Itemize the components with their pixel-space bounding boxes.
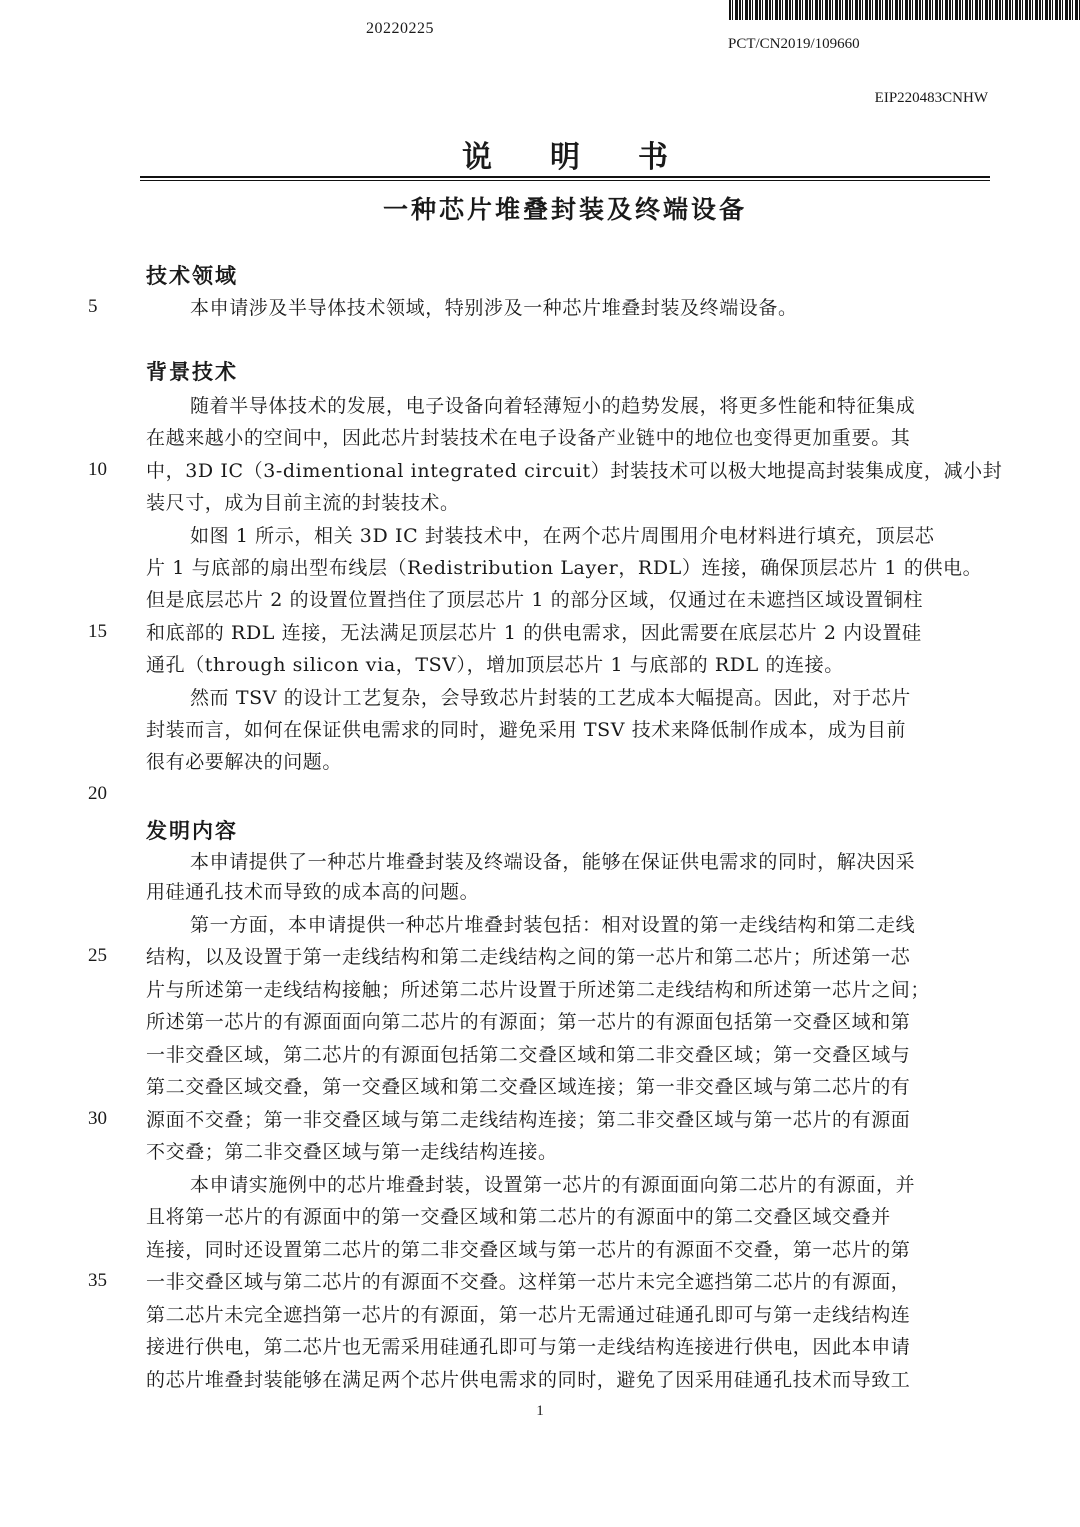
- section-heading-tech-field: 技术领域: [146, 263, 238, 288]
- paragraph-line: 不交叠；第二非交叠区域与第一走线结构连接。: [146, 1141, 558, 1163]
- paragraph-line: 随着半导体技术的发展，电子设备向着轻薄短小的趋势发展，将更多性能和特征集成: [190, 395, 916, 417]
- paragraph-line: 所述第一芯片的有源面面向第二芯片的有源面；第一芯片的有源面包括第一交叠区域和第: [146, 1011, 911, 1033]
- paragraph-line: 第二芯片未完全遮挡第一芯片的有源面，第一芯片无需通过硅通孔即可与第一走线结构连: [146, 1304, 911, 1326]
- paragraph-line: 源面不交叠；第一非交叠区域与第二走线结构连接；第二非交叠区域与第一芯片的有源面: [146, 1109, 911, 1131]
- paragraph-line: 的芯片堆叠封装能够在满足两个芯片供电需求的同时，避免了因采用硅通孔技术而导致工: [146, 1369, 911, 1391]
- paragraph-line: 和底部的 RDL 连接，无法满足顶层芯片 1 的供电需求，因此需要在底层芯片 2 内设置硅: [146, 622, 922, 644]
- invention-title: 一种芯片堆叠封装及终端设备: [382, 195, 747, 224]
- paragraph-line: 通孔（through silicon via，TSV），增加顶层芯片 1 与底部的 RDL 的连接。: [146, 654, 844, 676]
- line-number: 20: [88, 783, 107, 804]
- line-number: 15: [88, 621, 107, 642]
- pct-number: PCT/CN2019/109660: [728, 36, 860, 52]
- section-heading-background: 背景技术: [146, 359, 238, 384]
- paragraph-line: 本申请涉及半导体技术领域，特别涉及一种芯片堆叠封装及终端设备。: [190, 297, 798, 319]
- paragraph-line: 本申请提供了一种芯片堆叠封装及终端设备，能够在保证供电需求的同时，解决因采: [190, 851, 916, 873]
- paragraph-line: 且将第一芯片的有源面中的第一交叠区域和第二芯片的有源面中的第二交叠区域交叠并: [146, 1206, 891, 1228]
- title-rule: [140, 176, 990, 178]
- paragraph-line: 接进行供电，第二芯片也无需采用硅通孔即可与第一走线结构连接进行供电，因此本申请: [146, 1336, 911, 1358]
- document-title: 说明书: [462, 140, 726, 175]
- line-number: 5: [88, 296, 98, 317]
- paragraph-line: 在越来越小的空间中，因此芯片封装技术在电子设备产业链中的地位也变得更加重要。其: [146, 427, 911, 449]
- line-number: 30: [88, 1108, 107, 1129]
- paragraph-line: 然而 TSV 的设计工艺复杂，会导致芯片封装的工艺成本大幅提高。因此，对于芯片: [190, 687, 911, 709]
- paragraph-line: 用硅通孔技术而导致的成本高的问题。: [146, 881, 480, 903]
- page-number: 1: [536, 1403, 544, 1419]
- paragraph-line: 但是底层芯片 2 的设置位置挡住了顶层芯片 1 的部分区域，仅通过在未遮挡区域设置铜柱: [146, 589, 924, 611]
- paragraph-line: 如图 1 所示，相关 3D IC 封装技术中，在两个芯片周围用介电材料进行填充，顶层芯: [190, 525, 935, 547]
- section-heading-summary: 发明内容: [146, 818, 238, 843]
- paragraph-line: 中，3D IC（3-dimentional integrated circuit）封装技术可以极大地提高封装集成度，减小封: [146, 460, 1003, 482]
- line-number: 25: [88, 945, 107, 966]
- paragraph-line: 一非交叠区域，第二芯片的有源面包括第二交叠区域和第二非交叠区域；第一交叠区域与: [146, 1044, 911, 1066]
- title-rule-thin: [140, 180, 990, 181]
- paragraph-line: 本申请实施例中的芯片堆叠封装，设置第一芯片的有源面面向第二芯片的有源面，并: [190, 1174, 916, 1196]
- paragraph-line: 一非交叠区域与第二芯片的有源面不交叠。这样第一芯片未完全遮挡第二芯片的有源面，: [146, 1271, 911, 1293]
- paragraph-line: 结构，以及设置于第一走线结构和第二走线结构之间的第一芯片和第二芯片；所述第一芯: [146, 946, 911, 968]
- paragraph-line: 装尺寸，成为目前主流的封装技术。: [146, 492, 460, 514]
- barcode: [729, 0, 1080, 20]
- paragraph-line: 封装而言，如何在保证供电需求的同时，避免采用 TSV 技术来降低制作成本，成为目前: [146, 719, 907, 741]
- line-number: 10: [88, 459, 107, 480]
- reference-code: EIP220483CNHW: [874, 90, 988, 106]
- paragraph-line: 很有必要解决的问题。: [146, 751, 343, 773]
- line-number: 35: [88, 1270, 107, 1291]
- paragraph-line: 连接，同时还设置第二芯片的第二非交叠区域与第一芯片的有源面不交叠，第一芯片的第: [146, 1239, 911, 1261]
- paragraph-line: 片 1 与底部的扇出型布线层（Redistribution Layer，RDL）连接，确保顶层芯片 1 的供电。: [146, 557, 983, 579]
- paragraph-line: 片与所述第一走线结构接触；所述第二芯片设置于所述第二走线结构和所述第一芯片之间；: [146, 979, 931, 1001]
- paragraph-line: 第一方面，本申请提供一种芯片堆叠封装包括：相对设置的第一走线结构和第二走线: [190, 914, 916, 936]
- filing-date: 20220225: [366, 20, 434, 37]
- paragraph-line: 第二交叠区域交叠，第一交叠区域和第二交叠区域连接；第一非交叠区域与第二芯片的有: [146, 1076, 911, 1098]
